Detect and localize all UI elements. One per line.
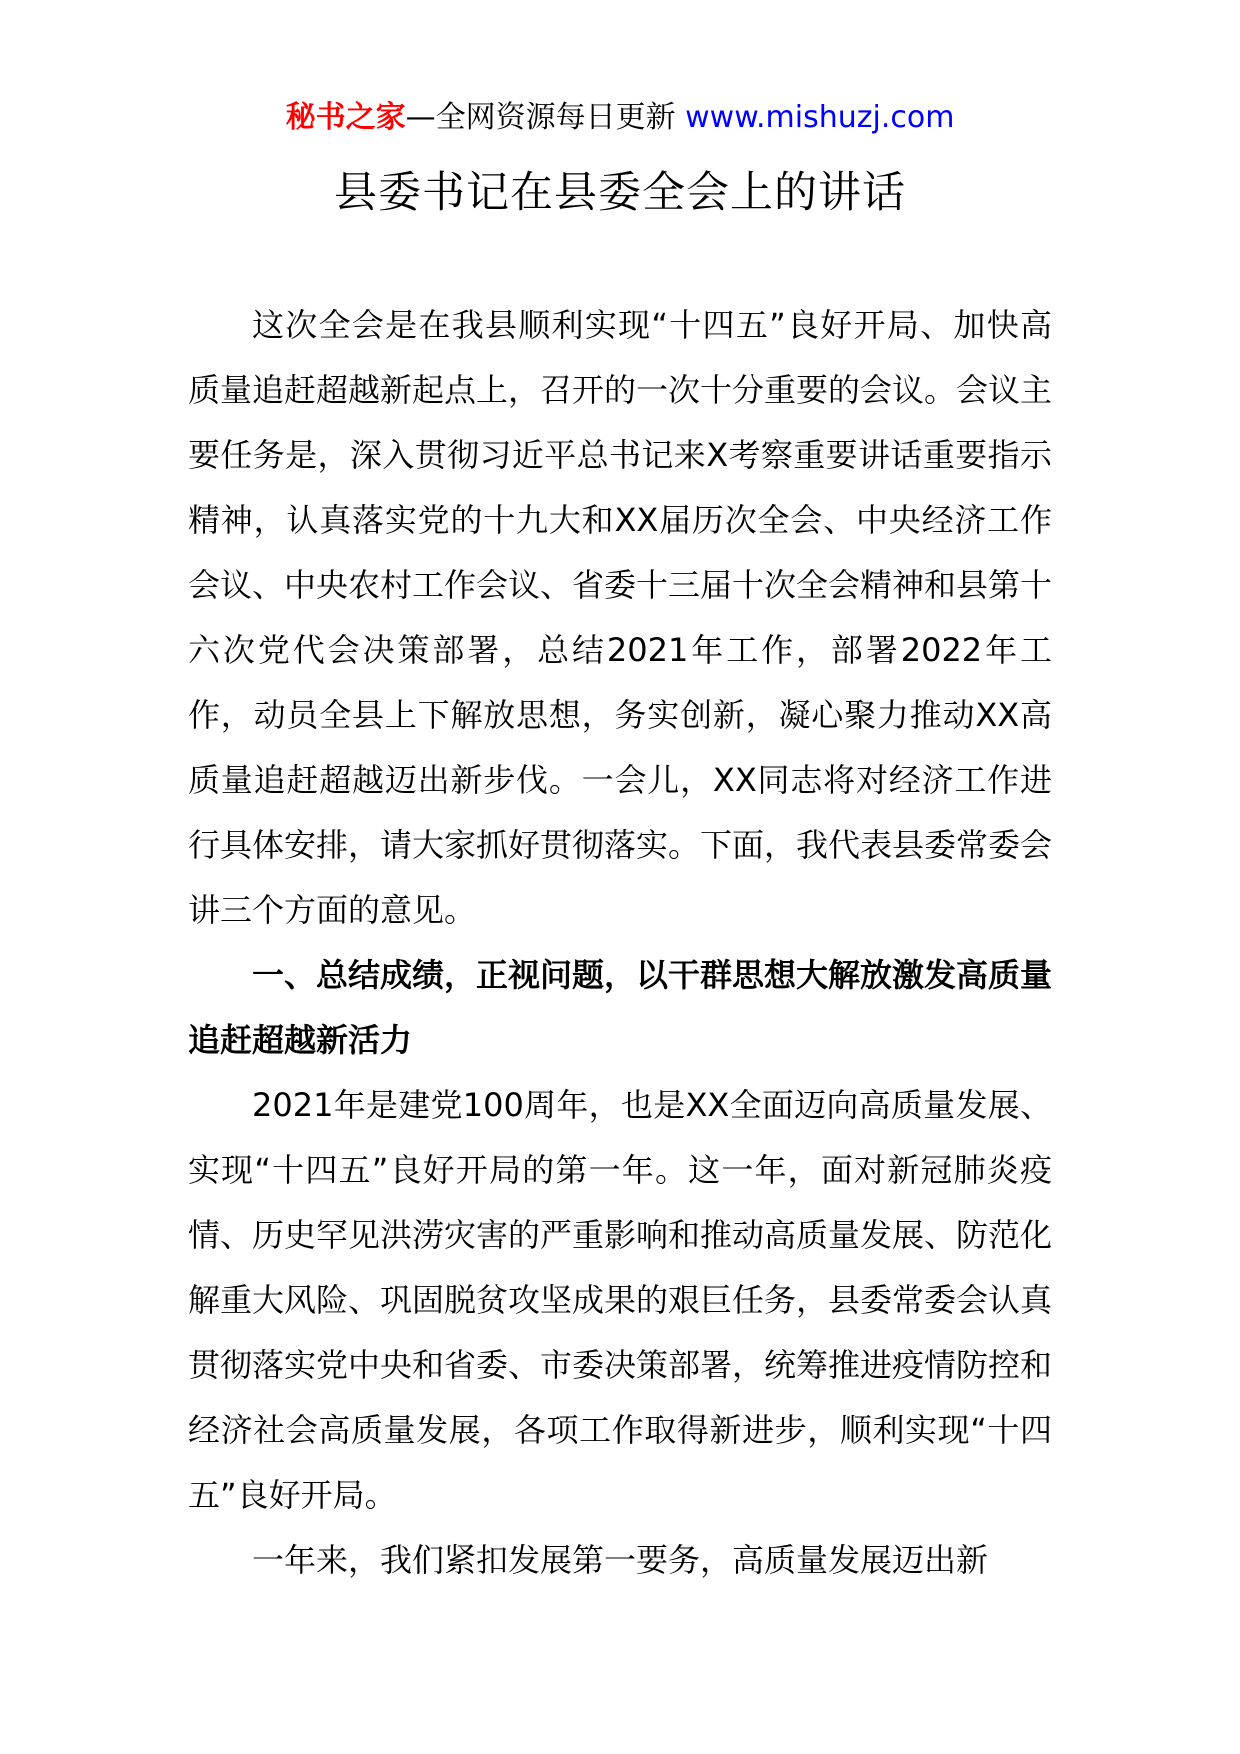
paragraph-development: 一年来，我们紧扣发展第一要务，高质量发展迈出新	[252, 1541, 989, 1579]
document-body	[188, 293, 1052, 1593]
document-title: 县委书记在县委全会上的讲话	[334, 168, 906, 218]
section-heading-1: 一、总结成绩，正视问题，以干群思想大解放激发高质量追赶超越新活力	[188, 956, 1053, 1059]
header-brand: 秘书之家	[285, 100, 406, 135]
header-url-link[interactable]: www.mishuzj.com	[685, 100, 955, 135]
paragraph-intro: 这次全会是在我县顺利实现“十四五”良好开局、加快高质量追赶超越新起点上，召开的一次十分重要的会议。会议主要任务是，深入贯彻习近平总书记来X考察重要讲话重要指示精神，认真落实党的十九大和XX届历次全会、中央经济工作会议、中央农村工作会议、省委十三届十次全会精神和县第十六次党代会决策部署，总结2021年工作，部署2022年工作，动员全县上下解放思想，务实创新，凝心聚力推动XX高质量追赶超越迈出新步伐。一会儿，XX同志将对经济工作进行具体安排，请大家抓好贯彻落实。下面，我代表县委常委会讲三个方面的意见。	[188, 306, 1053, 929]
paragraph-2021-summary: 2021年是建党100周年，也是XX全面迈向高质量发展、实现“十四五”良好开局的第一年。这一年，面对新冠肺炎疫情、历史罕见洪涝灾害的严重影响和推动高质量发展、防范化解重大风险、巩固脱贫攻坚成果的艰巨任务，县委常委会认真贯彻落实党中央和省委、市委决策部署，统筹推进疫情防控和经济社会高质量发展，各项工作取得新进步，顺利实现“十四五”良好开局。	[188, 1086, 1053, 1514]
site-header	[0, 98, 1240, 138]
header-slogan: —全网资源每日更新	[405, 100, 676, 135]
